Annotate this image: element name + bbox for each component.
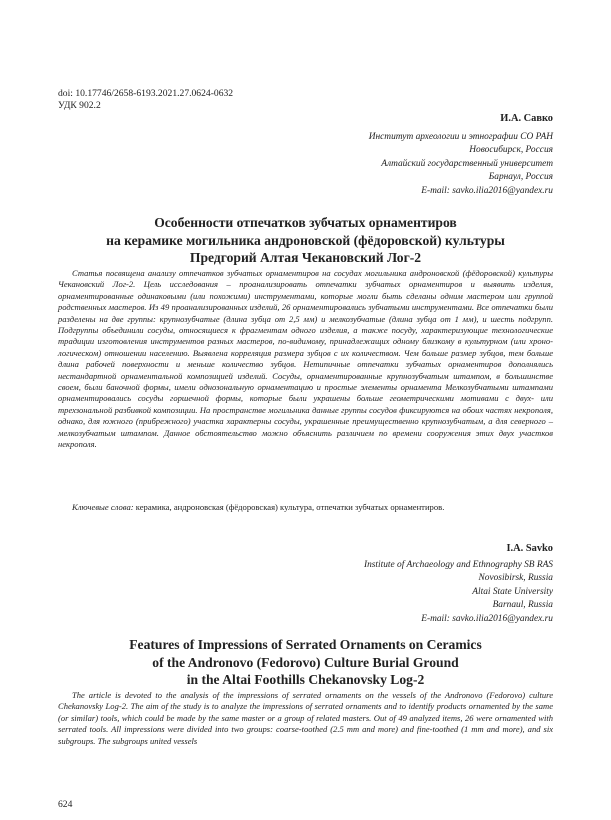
- author-name-en: I.A. Savko: [506, 543, 553, 554]
- title-line: of the Andronovo (Fedorovo) Culture Burial Ground: [152, 654, 459, 670]
- page-number: 624: [58, 799, 73, 810]
- doi: doi: 10.17746/2658-6193.2021.27.0624-0632: [58, 88, 234, 99]
- article-title-ru: [40, 214, 571, 267]
- article-title-en: [40, 636, 571, 689]
- title-line: Особенности отпечатков зубчатых орнаментиров: [154, 215, 457, 230]
- affiliation-line: Institute of Archaeology and Ethnography SB RAS: [363, 560, 553, 570]
- keywords-ru: [72, 502, 562, 513]
- title-line: in the Altai Foothills Chekanovsky Log-2: [186, 672, 425, 687]
- keywords-label: Ключевые слова:: [72, 502, 134, 512]
- affiliation-line: Алтайский государственный университет: [381, 158, 553, 169]
- affiliation-line: Институт археологии и этнографии СО РАН: [368, 132, 553, 142]
- affiliation-line: Новосибирск, Россия: [469, 145, 553, 156]
- title-line: Предгорий Алтая Чекановский Лог-2: [189, 250, 422, 265]
- affiliation-line: Barnaul, Russia: [492, 600, 553, 611]
- keywords-list: керамика, андроновская (фёдоровская) культура, отпечатки зубчатых орнаментиров.: [133, 502, 445, 512]
- affiliation-line: Novosibirsk, Russia: [478, 573, 553, 584]
- affiliation-line: Барнаул, Россия: [488, 172, 553, 183]
- abstract-ru: Статья посвящена анализу отпечатков зубчатых орнаментиров на сосудах могильника андроновской (фёдоровской) культуры Чекановский Лог-2. Цель исследования – проанализировать отпечатки зубчатых орнаментиров и выявить изделия, орнаментированные одинаковыми (или похожими) инструментами, которые могли быть сделаны одним мастером или группой родственных мастеров. Из 49 проанализированных изделий, 26 орнаментировались зубчатыми инструментами. Все отпечатки были разделены на две группы: крупнозубчатые (длина зубца от 2,5 мм) и мелкозубчатые (длина зубца от 1 мм), и шесть подгрупп. Подгруппы объединили сосуды, относящиеся к фрагментам одного изделия, а также посуду, характеризующие технологические традиции изготовления инструментов разных мастеров, по-видимому, принадлежащих одному близкому в культурном (или хронологическом) отношении населению. Выявлена корреляция размера зубцов с их количеством. Чем больше размер зубцов, тем больше длина рабочей поверхности и меньше количество зубцов. Нетипичные отпечатки зубчатых орнаментиров дополнялись нестандартной орнаментальной композицией изделий. Сосуды, орнаментированные крупнозубчатым штампом, в большинстве своем, были баночной формы, имели однозональную орнаментацию и простые элементы орнамента Мелкозубчатыми штампами орнаментировались сосуды горшечной формы, которые были украшены больше геометрическими мотивами с двух- или трехзональной разбивкой композиции. На пространстве могильника данные группы сосудов фиксируются на обоих частях некрополя, однако, для южного (прибрежного) участка характерны сосуды, украшенные преимущественно крупнозубчатым, а для северного – мелкозубчатым штампом. Данное обстоятельство можно объяснить различием по времени сооружения этих двух участков некрополя.: [58, 268, 553, 450]
- affiliation-email: E-mail: savko.ilia2016@yandex.ru: [421, 185, 553, 196]
- affiliation-line: Altai State University: [472, 586, 553, 597]
- author-name-ru: И.А. Савко: [500, 113, 553, 124]
- article-meta: [58, 88, 233, 113]
- title-line: на керамике могильника андроновской (фёдоровской) культуры: [106, 232, 505, 248]
- affiliation-email: E-mail: savko.ilia2016@yandex.ru: [421, 613, 553, 624]
- affiliation-en: [364, 559, 553, 626]
- affiliation-ru: [369, 131, 553, 198]
- abstract-en: The article is devoted to the analysis of the impressions of serrated ornaments on the vessels of the Andronovo (Fedorovo) culture Chekanovsky Log-2. The aim of the study is to analyze the impressions of serrated ornaments and to identify products ornamented by the same (or similar) tools, which could be made by the same master or a group of related masters. Out of 49 analyzed items, 26 were ornamented with serrated tools. All impressions were divided into two groups: coarse-toothed (2.5 mm and more) and fine-toothed (1 mm and more), and six subgroups. The subgroups united vessels: [58, 690, 553, 746]
- udc-code: УДК 902.2: [58, 100, 101, 112]
- title-line: Features of Impressions of Serrated Ornaments on Ceramics: [129, 637, 482, 652]
